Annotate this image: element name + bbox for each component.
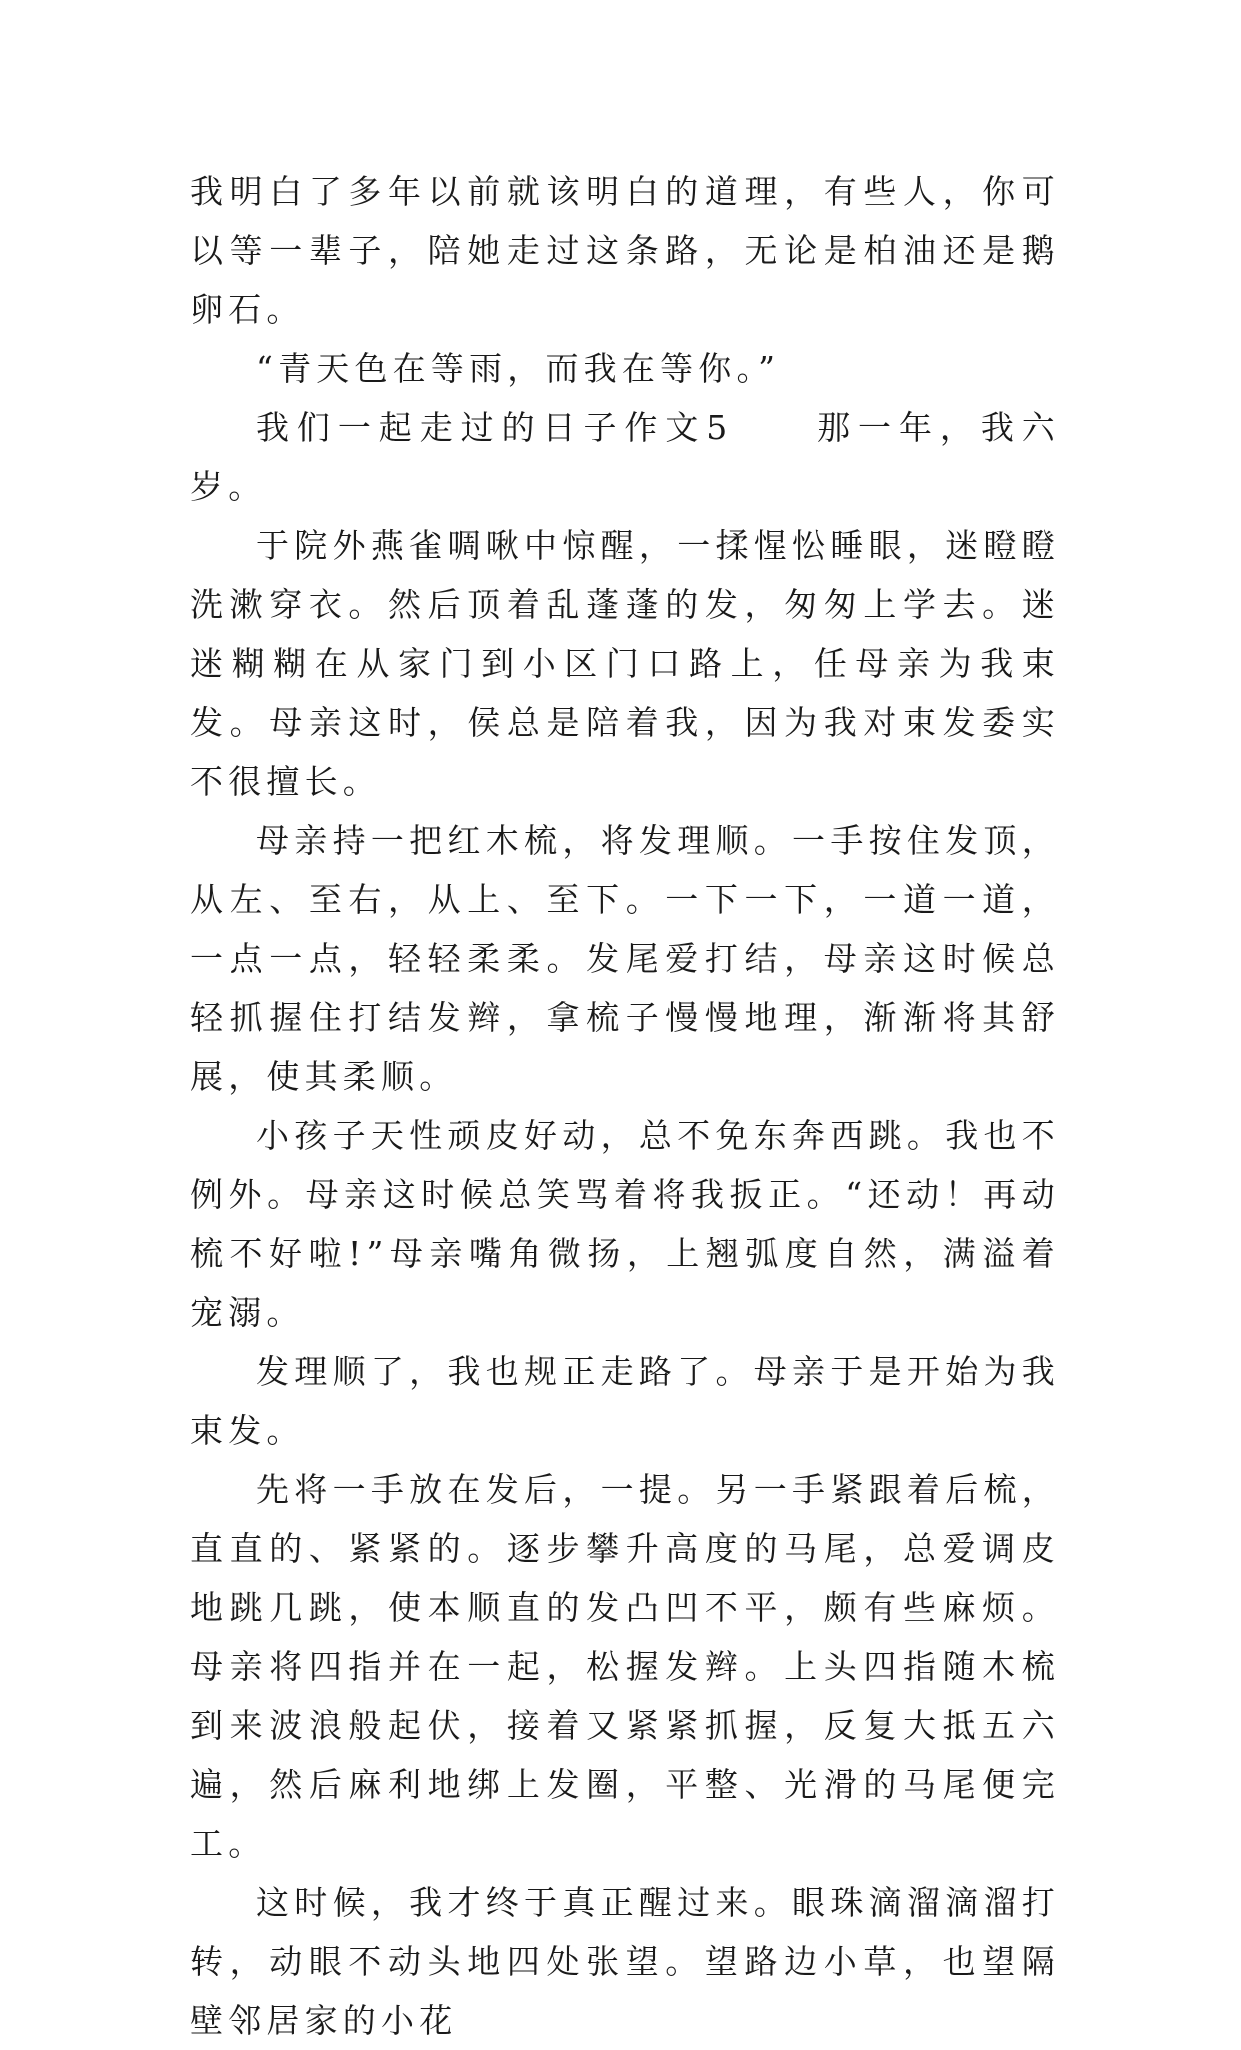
- paragraph: 小孩子天性顽皮好动，总不免东奔西跳。我也不例外。母亲这时候总笑骂着将我扳正。“还动！再动梳不好啦!”母亲嘴角微扬，上翘弧度自然，满溢着宠溺。: [190, 1116, 1060, 1332]
- paragraph: 我明白了多年以前就该明白的道理，有些人，你可以等一辈子，陪她走过这条路，无论是柏油还是鹅卵石。: [190, 172, 1060, 329]
- paragraph: 发理顺了，我也规正走路了。母亲于是开始为我束发。: [190, 1352, 1060, 1450]
- paragraph: 这时候，我才终于真正醒过来。眼珠滴溜滴溜打转，动眼不动头地四处张望。望路边小草，也望隔壁邻居家的小花: [190, 1883, 1060, 2040]
- document-body: [190, 162, 1060, 2050]
- paragraph: “青天色在等雨，而我在等你。”: [256, 349, 781, 388]
- paragraph: 先将一手放在发后，一提。另一手紧跟着后梳，直直的、紧紧的。逐步攀升高度的马尾，总爱调皮地跳几跳，使本顺直的发凸凹不平，颇有些麻烦。母亲将四指并在一起，松握发辫。上头四指随木梳到来波浪般起伏，接着又紧紧抓握，反复大抵五六遍，然后麻利地绑上发圈，平整、光滑的马尾便完工。: [190, 1470, 1060, 1863]
- paragraph: 母亲持一把红木梳，将发理顺。一手按住发顶，从左、至右，从上、至下。一下一下，一道一道，一点一点，轻轻柔柔。发尾爱打结，母亲这时候总轻抓握住打结发辫，拿梳子慢慢地理，渐渐将其舒展，使其柔顺。: [190, 821, 1060, 1096]
- paragraph: 于院外燕雀啁啾中惊醒，一揉惺忪睡眼，迷瞪瞪洗漱穿衣。然后顶着乱蓬蓬的发，匆匆上学去。迷迷糊糊在从家门到小区门口路上，任母亲为我束发。母亲这时，侯总是陪着我，因为我对束发委实不很擅长。: [190, 526, 1060, 801]
- essay-heading-line: 我们一起走过的日子作文5 那一年，我六岁。: [190, 408, 1060, 506]
